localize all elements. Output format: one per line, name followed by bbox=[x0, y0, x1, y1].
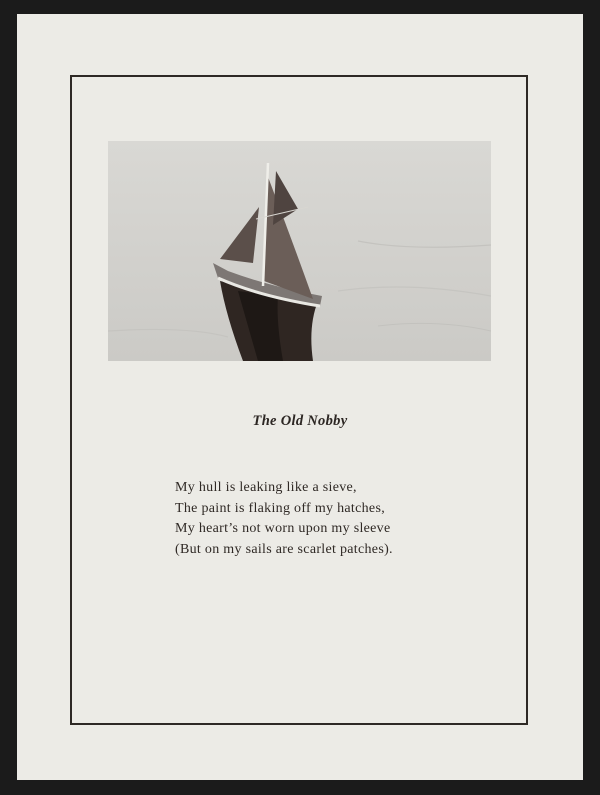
poem-stanza bbox=[175, 478, 393, 560]
poem-title: The Old Nobby bbox=[252, 413, 348, 429]
sailboat-photo-illustration bbox=[108, 141, 491, 361]
poem-line: My hull is leaking like a sieve, bbox=[175, 480, 357, 495]
sailboat-photo bbox=[108, 141, 491, 361]
poem-line: (But on my sails are scarlet patches). bbox=[175, 541, 393, 557]
poem-line: The paint is flaking off my hatches, bbox=[175, 500, 385, 516]
poem-line: My heart’s not worn upon my sleeve bbox=[175, 521, 391, 536]
poem-card bbox=[17, 14, 583, 780]
